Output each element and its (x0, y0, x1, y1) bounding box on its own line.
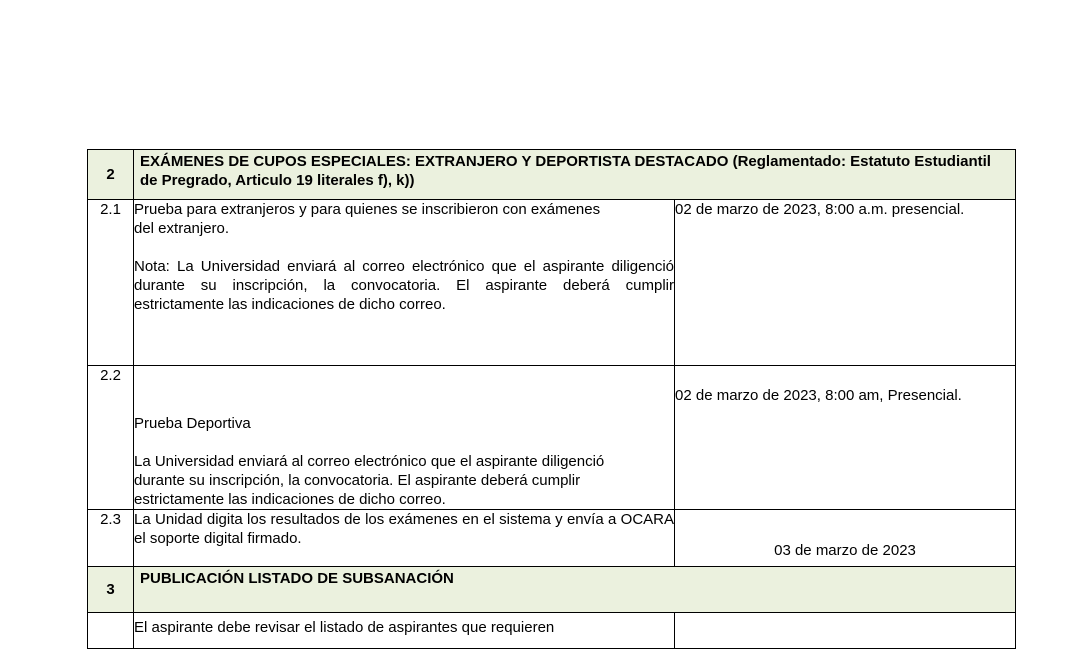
schedule-table (87, 149, 1016, 649)
table-row (88, 366, 1016, 510)
table-row (88, 613, 1016, 649)
row-description: La Unidad digita los resultados de los exámenes en el sistema y envía a OCARA el soporte digital firmado. (134, 510, 675, 567)
row-date: 02 de marzo de 2023, 8:00 a.m. presencial. (675, 200, 1016, 366)
table-row (88, 510, 1016, 567)
row-date (675, 613, 1016, 649)
row-date: 03 de marzo de 2023 (675, 510, 1016, 567)
section-title: EXÁMENES DE CUPOS ESPECIALES: EXTRANJERO Y DEPORTISTA DESTACADO (Reglamentado: Estatuto Estudiantil de Pregrado, Articulo 19 literales f), k)) (134, 150, 1016, 200)
section-row (88, 150, 1016, 200)
row-number (88, 613, 134, 649)
description-note: Nota: La Universidad enviará al correo electrónico que el aspirante diligenció durante su inscripción, la convocatoria. El aspirante deberá cumplir estrictamente las indicaciones de dicho correo. (134, 258, 674, 313)
section-number: 2 (88, 150, 134, 200)
section-number: 3 (88, 567, 134, 613)
description-text: Prueba para extranjeros y para quienes se inscribieron con exámenes del extranjero. (134, 201, 601, 237)
row-number: 2.1 (88, 200, 134, 366)
section-row (88, 567, 1016, 613)
row-description: El aspirante debe revisar el listado de aspirantes que requieren (134, 613, 675, 649)
description-text: Prueba Deportiva (134, 415, 251, 432)
row-number: 2.2 (88, 366, 134, 510)
row-date: 02 de marzo de 2023, 8:00 am, Presencial. (675, 366, 1016, 510)
table-row (88, 200, 1016, 366)
section-title: PUBLICACIÓN LISTADO DE SUBSANACIÓN (134, 567, 1016, 613)
row-description (134, 200, 675, 366)
row-number: 2.3 (88, 510, 134, 567)
description-note: La Universidad enviará al correo electrónico que el aspirante diligenció durante su inscripción, la convocatoria. El aspirante deberá cumplir estrictamente las indicaciones de dicho correo. (134, 453, 605, 508)
row-description (134, 366, 675, 510)
